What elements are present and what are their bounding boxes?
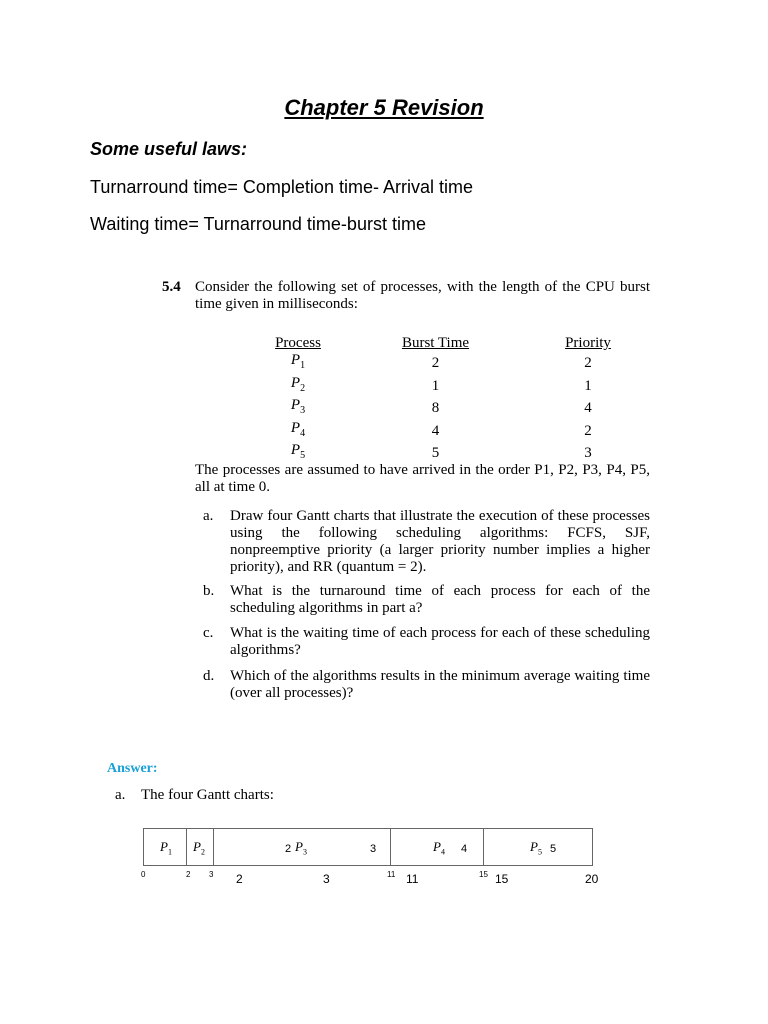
laws-heading: Some useful laws: xyxy=(90,139,248,159)
process-name: $P_5$ xyxy=(290,442,306,461)
burst-time: 2 xyxy=(431,355,440,371)
question-d-text: Which of the algorithms results in the minimum average waiting time (over all processes)? xyxy=(230,668,650,701)
question-c-text: What is the waiting time of each process for each of these scheduling algorithms? xyxy=(230,625,650,658)
gantt-tick: 2 xyxy=(236,872,243,886)
question-letter-c: c. xyxy=(203,625,214,641)
gantt-cell-p3 xyxy=(214,829,391,865)
question-a-text: Draw four Gantt charts that illustrate the execution of these processes using the following scheduling algorithms: FCFS, SJF, nonpreemptive priority (a larger priority number implies a higher priority), and RR (quantum = 2). xyxy=(230,508,650,575)
gantt-extra-p4: 4 xyxy=(461,843,468,855)
priority: 4 xyxy=(584,400,592,416)
gantt-tick-small: 11 xyxy=(387,870,396,879)
process-table xyxy=(258,335,643,465)
question-letter-b: b. xyxy=(203,583,215,599)
burst-time: 1 xyxy=(431,377,440,394)
gantt-cell-p4 xyxy=(391,829,484,865)
exercise-number: 5.4 xyxy=(162,279,181,295)
burst-time: 4 xyxy=(431,422,440,439)
gantt-tick: 15 xyxy=(495,872,509,886)
gantt-label-p5: $P_5$ xyxy=(530,839,542,857)
gantt-label-p3: $P_3$ xyxy=(295,839,307,857)
priority: 3 xyxy=(584,445,592,461)
question-letter-a: a. xyxy=(203,508,214,524)
arrival-order-text: The processes are assumed to have arrived in the order P1, P2, P3, P4, P5, all at time 0. xyxy=(195,462,650,495)
process-name: $P_3$ xyxy=(290,397,306,416)
exercise-intro: Consider the following set of processes, with the length of the CPU burst time given in milliseconds: xyxy=(195,279,650,312)
question-letter-d: d. xyxy=(203,668,215,684)
process-name: $P_1$ xyxy=(290,352,306,371)
gantt-tick: 3 xyxy=(323,872,330,886)
process-name: $P_4$ xyxy=(290,419,306,439)
priority: 2 xyxy=(584,355,592,371)
table-header-process: Process xyxy=(275,335,321,351)
gantt-chart xyxy=(143,828,593,866)
burst-time: 5 xyxy=(431,445,440,461)
answer-a-text: The four Gantt charts: xyxy=(141,787,274,803)
burst-time: 8 xyxy=(431,400,440,416)
table-row xyxy=(258,352,643,375)
table-header-burst: Burst Time xyxy=(401,335,470,351)
priority: 2 xyxy=(584,422,592,439)
gantt-cell-p5 xyxy=(484,829,592,865)
process-name: $P_2$ xyxy=(290,374,306,394)
law-turnaround: Turnarround time= Completion time- Arrival time xyxy=(90,177,473,197)
priority: 1 xyxy=(584,377,592,394)
table-row xyxy=(258,397,643,420)
gantt-label-p2: $P_2$ xyxy=(193,839,205,857)
page-title: Chapter 5 Revision xyxy=(284,95,484,120)
law-waiting: Waiting time= Turnarround time-burst time xyxy=(90,214,426,234)
gantt-tick: 20 xyxy=(585,872,599,886)
gantt-tick-small: 15 xyxy=(479,870,488,879)
gantt-tick-small: 3 xyxy=(209,870,214,879)
question-b-text: What is the turnaround time of each process for each of the scheduling algorithms in part a? xyxy=(230,583,650,616)
table-row xyxy=(258,375,643,398)
gantt-label-p1: $P_1$ xyxy=(160,839,172,857)
answer-label: Answer: xyxy=(107,761,158,776)
table-row xyxy=(258,420,643,443)
gantt-tick: 11 xyxy=(406,872,419,886)
gantt-pre-p3: 2 xyxy=(285,843,292,855)
table-header-priority: Priority xyxy=(565,335,611,351)
gantt-cell-p2 xyxy=(187,829,214,865)
gantt-label-p4: $P_4$ xyxy=(433,839,445,857)
gantt-tick-small: 0 xyxy=(141,870,146,879)
gantt-extra-p3: 3 xyxy=(370,843,377,855)
gantt-tick-small: 2 xyxy=(186,870,191,879)
answer-a-letter: a. xyxy=(115,787,126,803)
gantt-cell-p1 xyxy=(144,829,187,865)
gantt-extra-p5: 5 xyxy=(550,843,557,855)
